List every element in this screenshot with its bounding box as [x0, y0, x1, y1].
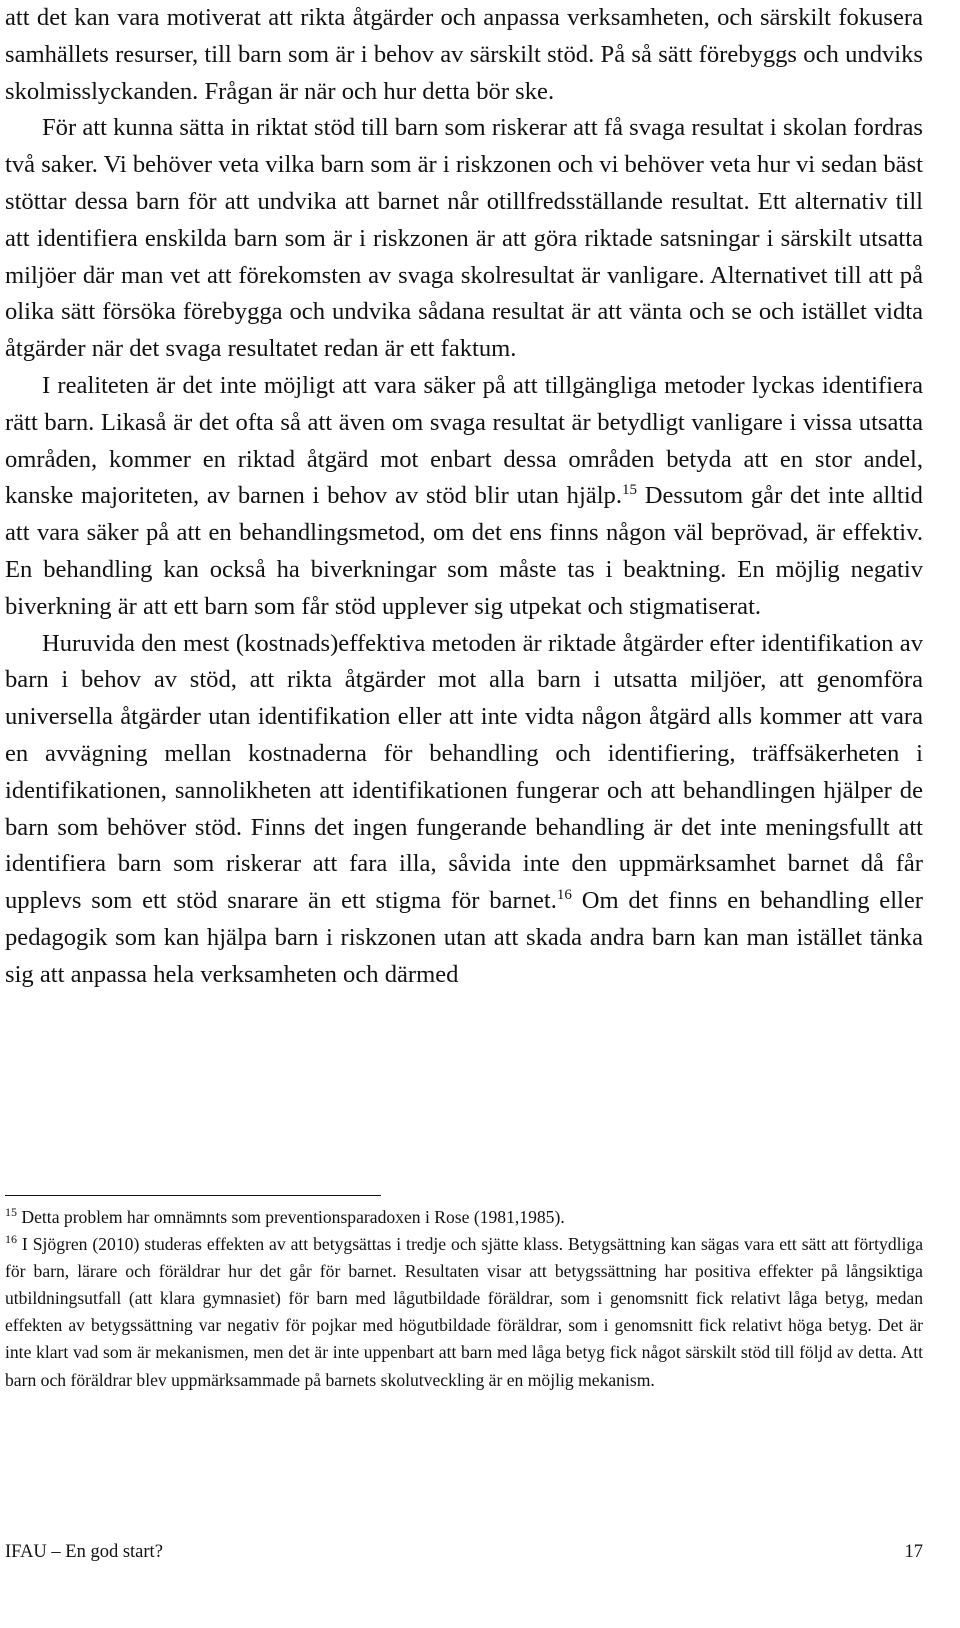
footnotes [5, 1204, 923, 1394]
footnote-separator [5, 1195, 381, 1196]
paragraph-3-text-b: Dessutom går det inte alltid att vara säker på att en behandlingsmetod, om det ens finns någon väl beprövad, är effektiv. En behandling kan också ha biverkningar som måste tas i beaktning. En möjlig negativ biverkning är att ett barn som får stöd upplever sig utpekat och stigmatiserat. [5, 482, 923, 620]
paragraph-4 [5, 626, 923, 994]
footer-title: IFAU – En god start? [5, 1542, 163, 1562]
paragraph-1-text: att det kan vara motiverat att rikta åtgärder och anpassa verksamheten, och särskilt fokusera samhällets resurser, till barn som är i behov av särskilt stöd. På så sätt förebyggs och undviks skolmisslyckanden. Frågan är när och hur detta bör ske. [5, 4, 923, 105]
footnote-ref-16[interactable]: 16 [556, 887, 572, 904]
footnote-15-text: Detta problem har omnämnts som preventionsparadoxen i Rose (1981,1985). [17, 1207, 565, 1227]
paragraph-1 [5, 0, 923, 110]
footnote-16-text: I Sjögren (2010) studeras effekten av att betygsättas i tredje och sjätte klass. Betygsättning kan sägas vara ett sätt att förtydliga för barn, lärare och föräldrar hur det går för barnet. Resultaten visar att betygssättning har positiva effekter på långsiktiga utbildningsutfall (att klara gymnasiet) för barn med lågutbildade föräldrar, som i genomsnitt fick relativt låga betyg, medan effekten av betygssättning var negativ för pojkar med högutbildade föräldrar, som i genomsnitt fick relativt höga betyg. Det är inte klart vad som är mekanismen, men det är inte uppenbart att barn med låga betyg fick något särskilt stöd till följd av detta. Att barn och föräldrar blev uppmärksammade på barnets skolutveckling är en möjlig mekanism. [5, 1234, 923, 1390]
paragraph-2-text: För att kunna sätta in riktat stöd till barn som riskerar att få svaga resultat i skolan fordras två saker. Vi behöver veta vilka barn som är i riskzonen och vi behöver veta hur vi sedan bäst stöttar dessa barn för att undvika att barnet når otillfredsställande resultat. Ett alternativ till att identifiera enskilda barn som är i riskzonen är att göra riktade satsningar i särskilt utsatta miljöer där man vet att förekomsten av svaga skolresultat är vanligare. Alternativet till att på olika sätt försöka förebygga och undvika sådana resultat är att vänta och se och istället vidta åtgärder när det svaga resultatet redan är ett faktum. [5, 114, 924, 363]
footnote-16-number: 16 [5, 1232, 17, 1247]
footnote-15 [5, 1204, 923, 1231]
footnote-15-number: 15 [5, 1205, 17, 1219]
page-footer [5, 1539, 923, 1565]
page-number: 17 [904, 1542, 923, 1562]
paragraph-3 [5, 368, 923, 626]
paragraph-4-text-b: Om det finns en behandling eller pedagogik som kan hjälpa barn i riskzonen utan att skada andra barn kan man istället tänka sig att anpassa hela verksamheten och därmed [5, 887, 923, 988]
footnote-16 [5, 1231, 923, 1394]
footnote-ref-15[interactable]: 15 [622, 482, 637, 499]
body-text [5, 0, 923, 994]
document-page [5, 0, 923, 994]
paragraph-4-text-a: Huruvida den mest (kostnads)effektiva metoden är riktade åtgärder efter identifikation av barn i behov av stöd, att rikta åtgärder mot alla barn i utsatta miljöer, att genomföra universella åtgärder utan identifikation eller att inte vidta någon åtgärd alls kommer att vara en avvägning mellan kostnaderna för behandling och identifiering, träffsäkerheten i identifikationen, sannolikheten att identifikationen fungerar och att behandlingen hjälper de barn som behöver stöd. Finns det ingen fungerande behandling är det inte meningsfullt att identifiera barn som riskerar att fara illa, såvida inte den uppmärksamhet barnet då får upplevs som ett stöd snarare än ett stigma för barnet. [5, 629, 923, 915]
paragraph-2 [5, 110, 923, 368]
paragraph-3-text-a: I realiteten är det inte möjligt att vara säker på att tillgängliga metoder lyckas identifiera rätt barn. Likaså är det ofta så att även om svaga resultat är betydligt vanligare i vissa utsatta områden, kommer en riktad åtgärd mot enbart dessa områden betyda att en stor andel, kanske majoriteten, av barnen i behov av stöd blir utan hjälp. [5, 371, 923, 510]
